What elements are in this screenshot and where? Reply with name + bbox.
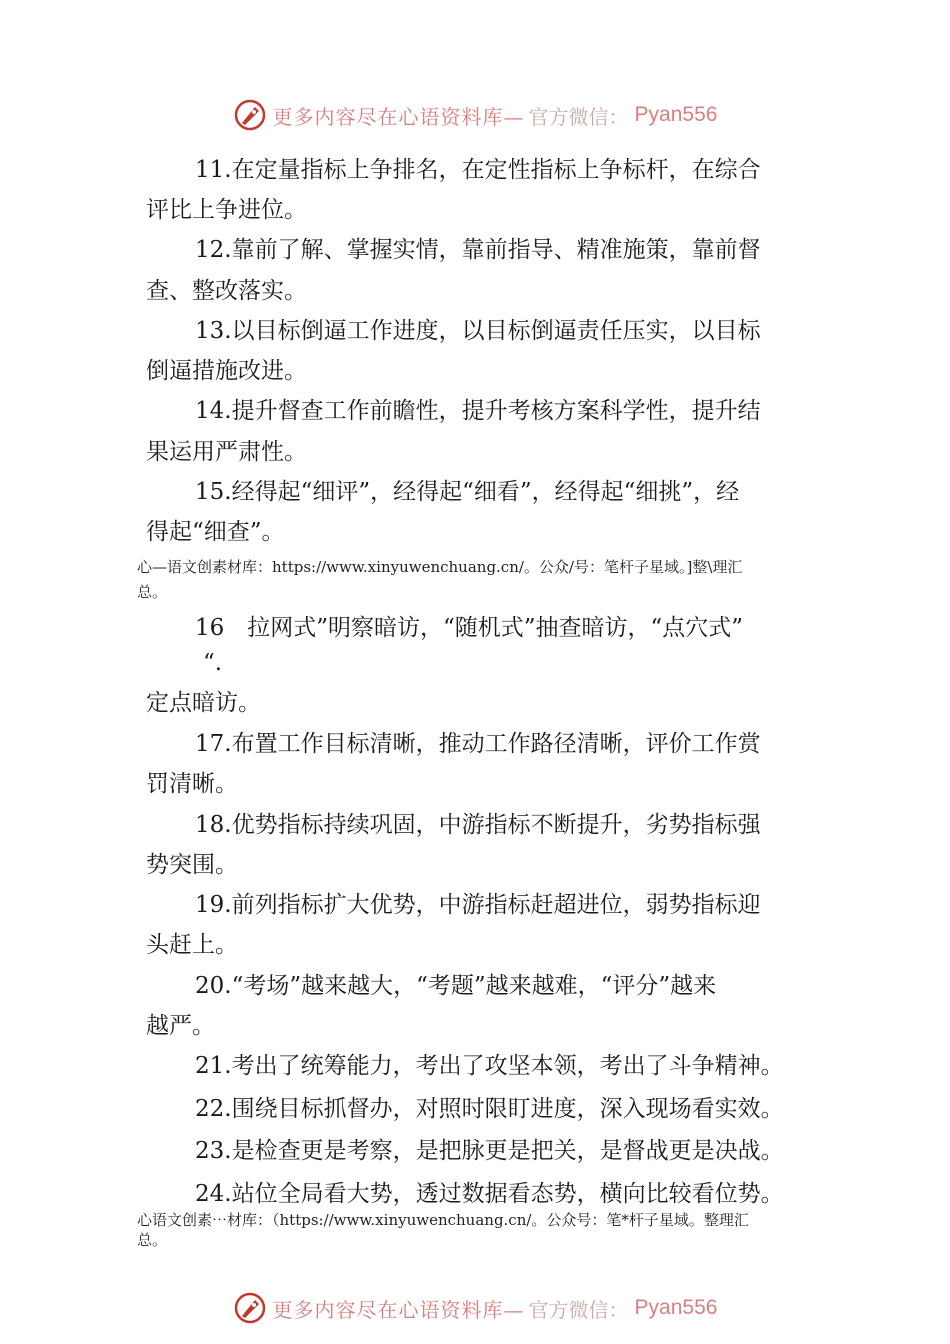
- item-12-line2: 查、整改落实。: [146, 278, 307, 304]
- banner-text: 更多内容尽在心语资料库—: [272, 1297, 525, 1322]
- item-16-line1: 16 拉网式”明察暗访，“随机式”抽查暗访，“点穴式”: [195, 615, 744, 641]
- item-13-line2: 倒逼措施改进。: [146, 358, 307, 384]
- banner-handle: Pyan556: [634, 1296, 718, 1319]
- footer-banner: [0, 1288, 950, 1328]
- item-16-line2: 定点暗访。: [146, 690, 261, 716]
- item-23: 23.是检查更是考察，是把脉更是把关，是督战更是决战。: [195, 1138, 784, 1164]
- banner-handle: Pyan556: [634, 103, 718, 126]
- banner-text: 更多内容尽在心语资料库—: [272, 104, 525, 129]
- pen-nib-icon: [233, 1291, 267, 1325]
- item-18-line1: 18.优势指标持续巩固，中游指标不断提升，劣势指标强: [195, 812, 761, 838]
- item-22: 22.围绕目标抓督办，对照时限盯进度，深入现场看实效。: [195, 1096, 784, 1122]
- item-13-line1: 13.以目标倒逼工作进度，以目标倒逼责任压实，以目标: [195, 318, 761, 344]
- pen-nib-icon: [233, 98, 267, 132]
- source-note-1-line1: 心—语文创素材库：https://www.xinyuwenchuang.cn/。公众/号：笔杆子星域。]整\理汇: [137, 558, 743, 576]
- item-20-line2: 越严。: [146, 1013, 215, 1039]
- item-17-line1: 17.布置工作目标清晰，推动工作路径清晰，评价工作赏: [195, 731, 761, 757]
- banner-wechat-label: 官方微信：: [528, 106, 629, 129]
- item-15-line2: 得起“细查”。: [146, 519, 285, 545]
- item-19-line1: 19.前列指标扩大优势，中游指标赶超进位，弱势指标迎: [195, 892, 761, 918]
- item-12-line1: 12.靠前了解、掌握实情，靠前指导、精准施策，靠前督: [195, 237, 761, 263]
- item-24: 24.站位全局看大势，透过数据看态势，横向比较看位势。: [195, 1181, 784, 1207]
- source-note-2-line1: 心语文创素⋯材库：（https://www.xinyuwenchuang.cn/。公众号：笔*杆子星域。整理汇: [137, 1211, 749, 1229]
- banner-wechat-label: 官方微信：: [528, 1299, 629, 1322]
- source-note-1-line2: 总。: [137, 583, 168, 601]
- item-11-line1: 11.在定量指标上争排名，在定性指标上争标杆，在综合: [195, 157, 761, 183]
- source-note-2-line2: 总。: [137, 1231, 168, 1249]
- item-14-line1: 14.提升督查工作前瞻性，提升考核方案科学性，提升结: [195, 398, 761, 424]
- item-16-mark: “.: [203, 650, 223, 676]
- item-17-line2: 罚清晰。: [146, 771, 238, 797]
- item-19-line2: 头赶上。: [146, 932, 238, 958]
- item-15-line1: 15.经得起“细评”，经得起“细看”，经得起“细挑”，经: [195, 479, 740, 505]
- item-21: 21.考出了统筹能力，考出了攻坚本领，考出了斗争精神。: [195, 1053, 784, 1079]
- item-14-line2: 果运用严肃性。: [146, 439, 307, 465]
- header-banner: [0, 95, 950, 135]
- item-20-line1: 20.“考场”越来越大，“考题”越来越难，“评分”越来: [195, 973, 717, 999]
- item-18-line2: 势突围。: [146, 852, 238, 878]
- item-11-line2: 评比上争进位。: [146, 197, 307, 223]
